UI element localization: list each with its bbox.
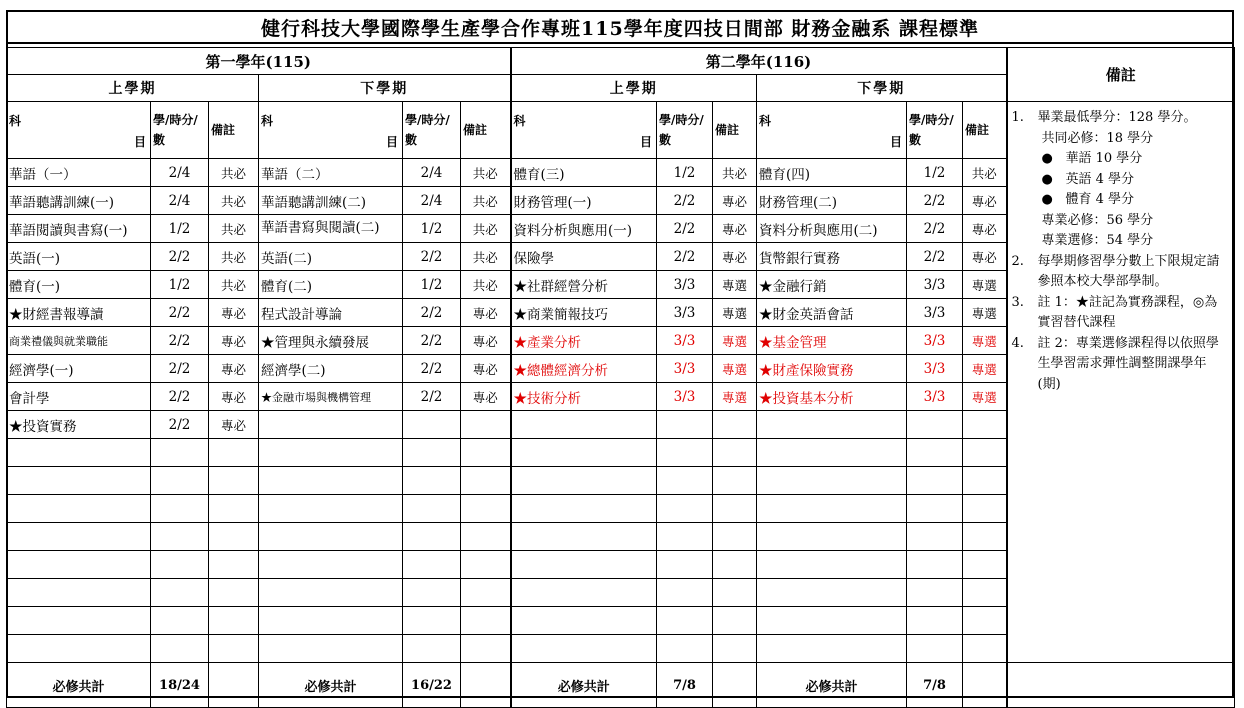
col-header-course-bottom: 目 — [133, 135, 146, 149]
empty-cell — [7, 439, 151, 467]
total-label: 必修共計 — [259, 663, 403, 708]
empty-cell — [403, 411, 461, 439]
course-credits: 3/3 — [907, 299, 963, 327]
course-remark: 專選 — [713, 327, 757, 355]
course-credits: 2/2 — [403, 243, 461, 271]
course-credits: 3/3 — [657, 383, 713, 411]
course-name: ★金融市場與機構管理 — [259, 383, 403, 411]
empty-cell — [757, 635, 907, 663]
course-name: ★管理與永續發展 — [259, 327, 403, 355]
col-header-course — [259, 102, 403, 159]
empty-cell — [757, 495, 907, 523]
empty-cell — [907, 523, 963, 551]
course-name: 程式設計導論 — [259, 299, 403, 327]
note-2 — [1012, 252, 1229, 293]
course-remark: 專選 — [963, 299, 1007, 327]
note-3-text: 註 1：★註記為實務課程，◎為實習替代課程 — [1037, 294, 1218, 330]
empty-cell — [209, 439, 259, 467]
empty-cell — [461, 663, 511, 708]
bullet-icon: ● — [1041, 171, 1053, 187]
course-name: 商業禮儀與就業職能 — [7, 327, 151, 355]
course-name: 資料分析與應用(一) — [511, 215, 657, 243]
empty-cell — [403, 607, 461, 635]
empty-cell — [259, 439, 403, 467]
empty-cell — [511, 551, 657, 579]
empty-cell — [209, 663, 259, 708]
note-4-number: 4. — [1011, 335, 1024, 351]
course-credits: 3/3 — [907, 355, 963, 383]
empty-cell — [259, 411, 403, 439]
note-2-text: 每學期修習學分數上下限規定請參照本校大學部學制。 — [1037, 253, 1220, 289]
course-credits: 2/2 — [151, 411, 209, 439]
course-name: ★財經書報導讀 — [7, 299, 151, 327]
empty-cell — [209, 607, 259, 635]
empty-cell — [403, 635, 461, 663]
course-credits: 3/3 — [907, 271, 963, 299]
course-name: 保險學 — [511, 243, 657, 271]
total-credits: 18/24 — [151, 663, 209, 708]
col-header-remark: 備註 — [963, 102, 1007, 159]
note-4-text: 註 2：專業選修課程得以依照學生學習需求彈性調整開課學年(期) — [1037, 335, 1219, 392]
empty-cell — [713, 467, 757, 495]
course-remark: 共必 — [963, 159, 1007, 187]
empty-cell — [259, 579, 403, 607]
course-remark: 共必 — [209, 187, 259, 215]
col-header-course-bottom: 目 — [889, 135, 902, 149]
course-credits: 2/2 — [403, 299, 461, 327]
empty-cell — [713, 579, 757, 607]
empty-cell — [657, 495, 713, 523]
curriculum-table — [6, 47, 1235, 708]
col-header-credits: 學/時分/數 — [151, 102, 209, 159]
year-2-header: 第二學年(116) — [511, 48, 1007, 75]
course-name: ★社群經營分析 — [511, 271, 657, 299]
course-remark: 專必 — [963, 215, 1007, 243]
course-remark: 共必 — [461, 215, 511, 243]
course-remark: 專必 — [461, 299, 511, 327]
empty-cell — [403, 551, 461, 579]
course-credits: 3/3 — [657, 355, 713, 383]
course-credits: 2/2 — [151, 243, 209, 271]
course-remark: 專選 — [713, 355, 757, 383]
course-credits: 3/3 — [907, 327, 963, 355]
empty-cell — [907, 411, 963, 439]
empty-cell — [963, 663, 1007, 708]
empty-cell — [7, 635, 151, 663]
course-remark: 專必 — [713, 215, 757, 243]
course-credits: 2/2 — [403, 327, 461, 355]
empty-cell — [7, 495, 151, 523]
course-remark: 共必 — [461, 159, 511, 187]
col-header-remark: 備註 — [209, 102, 259, 159]
note-bullet-item — [1012, 149, 1229, 170]
course-credits: 3/3 — [907, 383, 963, 411]
empty-cell — [963, 551, 1007, 579]
empty-cell — [907, 635, 963, 663]
course-name: 會計學 — [7, 383, 151, 411]
course-credits: 2/2 — [657, 243, 713, 271]
empty-cell — [757, 411, 907, 439]
total-label: 必修共計 — [511, 663, 657, 708]
course-name: 資料分析與應用(二) — [757, 215, 907, 243]
empty-cell — [151, 607, 209, 635]
empty-cell — [511, 579, 657, 607]
course-credits: 1/2 — [151, 215, 209, 243]
course-name: 經濟學(二) — [259, 355, 403, 383]
empty-cell — [151, 579, 209, 607]
empty-cell — [259, 495, 403, 523]
semester-header-3: 上學期 — [511, 75, 757, 102]
empty-cell — [7, 467, 151, 495]
empty-cell — [657, 523, 713, 551]
course-remark: 共必 — [209, 215, 259, 243]
note-3-number: 3. — [1011, 294, 1024, 310]
empty-cell — [259, 607, 403, 635]
empty-cell — [259, 635, 403, 663]
bullet-icon: ● — [1041, 151, 1053, 166]
empty-cell — [511, 411, 657, 439]
note-1 — [1012, 108, 1229, 129]
course-name: ★基金管理 — [757, 327, 907, 355]
course-name: 體育(四) — [757, 159, 907, 187]
empty-cell — [963, 635, 1007, 663]
empty-cell — [151, 495, 209, 523]
course-name: 經濟學(一) — [7, 355, 151, 383]
course-remark: 專必 — [963, 187, 1007, 215]
course-remark: 專選 — [713, 271, 757, 299]
empty-cell — [403, 495, 461, 523]
notes-header: 備註 — [1007, 48, 1235, 102]
course-credits: 2/2 — [403, 383, 461, 411]
course-credits: 2/2 — [907, 187, 963, 215]
empty-cell — [757, 523, 907, 551]
empty-cell — [907, 551, 963, 579]
course-remark: 專選 — [713, 299, 757, 327]
empty-cell — [151, 635, 209, 663]
notes-panel-bottom — [1007, 663, 1235, 708]
empty-cell — [209, 635, 259, 663]
empty-cell — [963, 439, 1007, 467]
course-remark: 共必 — [209, 243, 259, 271]
year-1-header: 第一學年(115) — [7, 48, 511, 75]
empty-cell — [209, 551, 259, 579]
course-name: 華語聽講訓練(二) — [259, 187, 403, 215]
course-credits: 2/4 — [403, 159, 461, 187]
empty-cell — [757, 579, 907, 607]
course-remark: 專必 — [461, 355, 511, 383]
total-credits: 7/8 — [657, 663, 713, 708]
empty-cell — [713, 663, 757, 708]
course-remark: 專必 — [461, 327, 511, 355]
course-credits: 2/2 — [151, 383, 209, 411]
empty-cell — [713, 635, 757, 663]
empty-cell — [657, 607, 713, 635]
course-credits: 1/2 — [907, 159, 963, 187]
course-credits: 3/3 — [657, 327, 713, 355]
note-1-number: 1. — [1011, 110, 1024, 125]
empty-cell — [963, 467, 1007, 495]
col-header-credits: 學/時分/數 — [403, 102, 461, 159]
course-name: ★金融行銷 — [757, 271, 907, 299]
empty-cell — [963, 607, 1007, 635]
totals-row — [7, 663, 1235, 708]
empty-cell — [461, 523, 511, 551]
col-header-course — [7, 102, 151, 159]
empty-cell — [151, 439, 209, 467]
empty-cell — [209, 579, 259, 607]
note-bullet-text: 體育 4 學分 — [1065, 192, 1135, 207]
empty-cell — [713, 551, 757, 579]
empty-cell — [657, 635, 713, 663]
notes-panel — [1007, 102, 1235, 663]
col-header-remark: 備註 — [461, 102, 511, 159]
bullet-icon: ● — [1041, 192, 1053, 207]
course-remark: 專必 — [963, 243, 1007, 271]
empty-cell — [757, 607, 907, 635]
page-title: 健行科技大學國際學生產學合作專班115學年度四技日間部 財務金融系 課程標準 — [6, 10, 1234, 44]
empty-cell — [259, 467, 403, 495]
empty-cell — [757, 467, 907, 495]
empty-cell — [907, 579, 963, 607]
course-name: 財務管理(二) — [757, 187, 907, 215]
course-credits: 2/2 — [151, 299, 209, 327]
empty-cell — [461, 579, 511, 607]
note-common-required: 共同必修：18 學分 — [1041, 130, 1154, 146]
note-bullet-text: 英語 4 學分 — [1065, 171, 1135, 187]
course-credits: 1/2 — [657, 159, 713, 187]
col-header-credits: 學/時分/數 — [907, 102, 963, 159]
note-bullet-item — [1012, 190, 1229, 211]
note-major-required: 專業必修：56 學分 — [1041, 212, 1154, 228]
total-credits: 7/8 — [907, 663, 963, 708]
course-remark: 共必 — [461, 187, 511, 215]
semester-header-4: 下學期 — [757, 75, 1007, 102]
empty-cell — [209, 495, 259, 523]
empty-cell — [511, 495, 657, 523]
course-credits: 3/3 — [657, 299, 713, 327]
col-header-course-top: 科 — [261, 114, 274, 128]
empty-cell — [259, 523, 403, 551]
col-header-course-bottom: 目 — [639, 135, 652, 149]
empty-cell — [963, 579, 1007, 607]
empty-cell — [7, 523, 151, 551]
empty-cell — [461, 467, 511, 495]
course-credits: 2/2 — [657, 215, 713, 243]
empty-cell — [511, 523, 657, 551]
course-credits: 1/2 — [403, 271, 461, 299]
empty-cell — [907, 467, 963, 495]
course-name: 貨幣銀行實務 — [757, 243, 907, 271]
course-name: 華語（一） — [7, 159, 151, 187]
course-remark: 共必 — [209, 271, 259, 299]
empty-cell — [461, 439, 511, 467]
course-name: ★總體經濟分析 — [511, 355, 657, 383]
note-2-number: 2. — [1011, 253, 1024, 269]
empty-cell — [757, 551, 907, 579]
course-name: 英語(一) — [7, 243, 151, 271]
empty-cell — [713, 439, 757, 467]
course-credits: 2/2 — [657, 187, 713, 215]
empty-cell — [657, 579, 713, 607]
course-credits: 3/3 — [657, 271, 713, 299]
course-credits: 2/2 — [403, 355, 461, 383]
course-remark: 專選 — [963, 383, 1007, 411]
note-major-elective: 專業選修：54 學分 — [1041, 233, 1154, 248]
course-remark: 共必 — [461, 243, 511, 271]
note-4 — [1012, 334, 1229, 396]
empty-cell — [461, 635, 511, 663]
total-label: 必修共計 — [7, 663, 151, 708]
col-header-course-top: 科 — [9, 114, 22, 128]
course-name: 華語（二） — [259, 159, 403, 187]
empty-cell — [657, 551, 713, 579]
empty-cell — [259, 551, 403, 579]
empty-cell — [657, 467, 713, 495]
empty-cell — [907, 439, 963, 467]
empty-cell — [209, 523, 259, 551]
course-remark: 專選 — [713, 383, 757, 411]
course-name: ★財金英語會話 — [757, 299, 907, 327]
empty-cell — [461, 607, 511, 635]
course-credits: 2/4 — [151, 187, 209, 215]
course-credits: 2/2 — [151, 327, 209, 355]
col-header-remark: 備註 — [713, 102, 757, 159]
empty-cell — [963, 523, 1007, 551]
course-name: ★技術分析 — [511, 383, 657, 411]
empty-cell — [657, 411, 713, 439]
course-remark: 專選 — [963, 355, 1007, 383]
empty-cell — [963, 495, 1007, 523]
col-header-course — [757, 102, 907, 159]
empty-cell — [151, 467, 209, 495]
empty-cell — [713, 495, 757, 523]
course-name: 財務管理(一) — [511, 187, 657, 215]
note-bullet-text: 華語 10 學分 — [1065, 151, 1143, 166]
empty-cell — [757, 439, 907, 467]
course-name: ★商業簡報技巧 — [511, 299, 657, 327]
note-1-text: 畢業最低學分：128 學分。 — [1037, 110, 1197, 125]
course-remark: 專必 — [209, 299, 259, 327]
course-credits: 1/2 — [403, 215, 461, 243]
empty-cell — [907, 607, 963, 635]
course-name: 體育(一) — [7, 271, 151, 299]
course-remark: 專必 — [461, 383, 511, 411]
course-remark: 專必 — [713, 243, 757, 271]
empty-cell — [963, 411, 1007, 439]
col-header-course-top: 科 — [513, 114, 526, 128]
course-name: 體育(三) — [511, 159, 657, 187]
course-remark: 共必 — [209, 159, 259, 187]
empty-cell — [511, 439, 657, 467]
course-name: ★投資實務 — [7, 411, 151, 439]
empty-cell — [713, 411, 757, 439]
course-name: 華語聽講訓練(一) — [7, 187, 151, 215]
empty-cell — [7, 579, 151, 607]
col-header-course — [511, 102, 657, 159]
course-credits: 2/2 — [151, 355, 209, 383]
empty-cell — [461, 411, 511, 439]
empty-cell — [511, 607, 657, 635]
course-remark: 專必 — [209, 327, 259, 355]
course-remark: 專必 — [209, 355, 259, 383]
semester-header-2: 下學期 — [259, 75, 511, 102]
col-header-course-bottom: 目 — [385, 135, 398, 149]
course-credits: 2/4 — [151, 159, 209, 187]
empty-cell — [657, 439, 713, 467]
col-header-course-top: 科 — [759, 114, 772, 128]
empty-cell — [403, 579, 461, 607]
course-name: 英語(二) — [259, 243, 403, 271]
note-bullet-item — [1012, 170, 1229, 191]
course-name: ★財產保險實務 — [757, 355, 907, 383]
empty-cell — [403, 467, 461, 495]
course-credits: 2/2 — [907, 243, 963, 271]
empty-cell — [461, 551, 511, 579]
course-remark: 專必 — [713, 187, 757, 215]
semester-header-1: 上學期 — [7, 75, 259, 102]
course-remark: 共必 — [461, 271, 511, 299]
course-name: ★產業分析 — [511, 327, 657, 355]
empty-cell — [713, 523, 757, 551]
col-header-credits: 學/時分/數 — [657, 102, 713, 159]
empty-cell — [511, 635, 657, 663]
course-remark: 共必 — [713, 159, 757, 187]
course-remark: 專選 — [963, 271, 1007, 299]
empty-cell — [461, 495, 511, 523]
course-name: 體育(二) — [259, 271, 403, 299]
empty-cell — [7, 551, 151, 579]
course-name: 華語閱讀與書寫(一) — [7, 215, 151, 243]
total-credits: 16/22 — [403, 663, 461, 708]
empty-cell — [151, 523, 209, 551]
course-credits: 1/2 — [151, 271, 209, 299]
empty-cell — [403, 439, 461, 467]
empty-cell — [403, 523, 461, 551]
empty-cell — [511, 467, 657, 495]
course-name: ★投資基本分析 — [757, 383, 907, 411]
course-credits: 2/2 — [907, 215, 963, 243]
course-name: 華語書寫與閱讀(二) — [259, 215, 403, 243]
note-3 — [1012, 293, 1229, 334]
course-remark: 專必 — [209, 383, 259, 411]
course-remark: 專選 — [963, 327, 1007, 355]
empty-cell — [7, 607, 151, 635]
course-credits: 2/4 — [403, 187, 461, 215]
total-label: 必修共計 — [757, 663, 907, 708]
course-remark: 專必 — [209, 411, 259, 439]
empty-cell — [209, 467, 259, 495]
empty-cell — [907, 495, 963, 523]
empty-cell — [151, 551, 209, 579]
empty-cell — [713, 607, 757, 635]
